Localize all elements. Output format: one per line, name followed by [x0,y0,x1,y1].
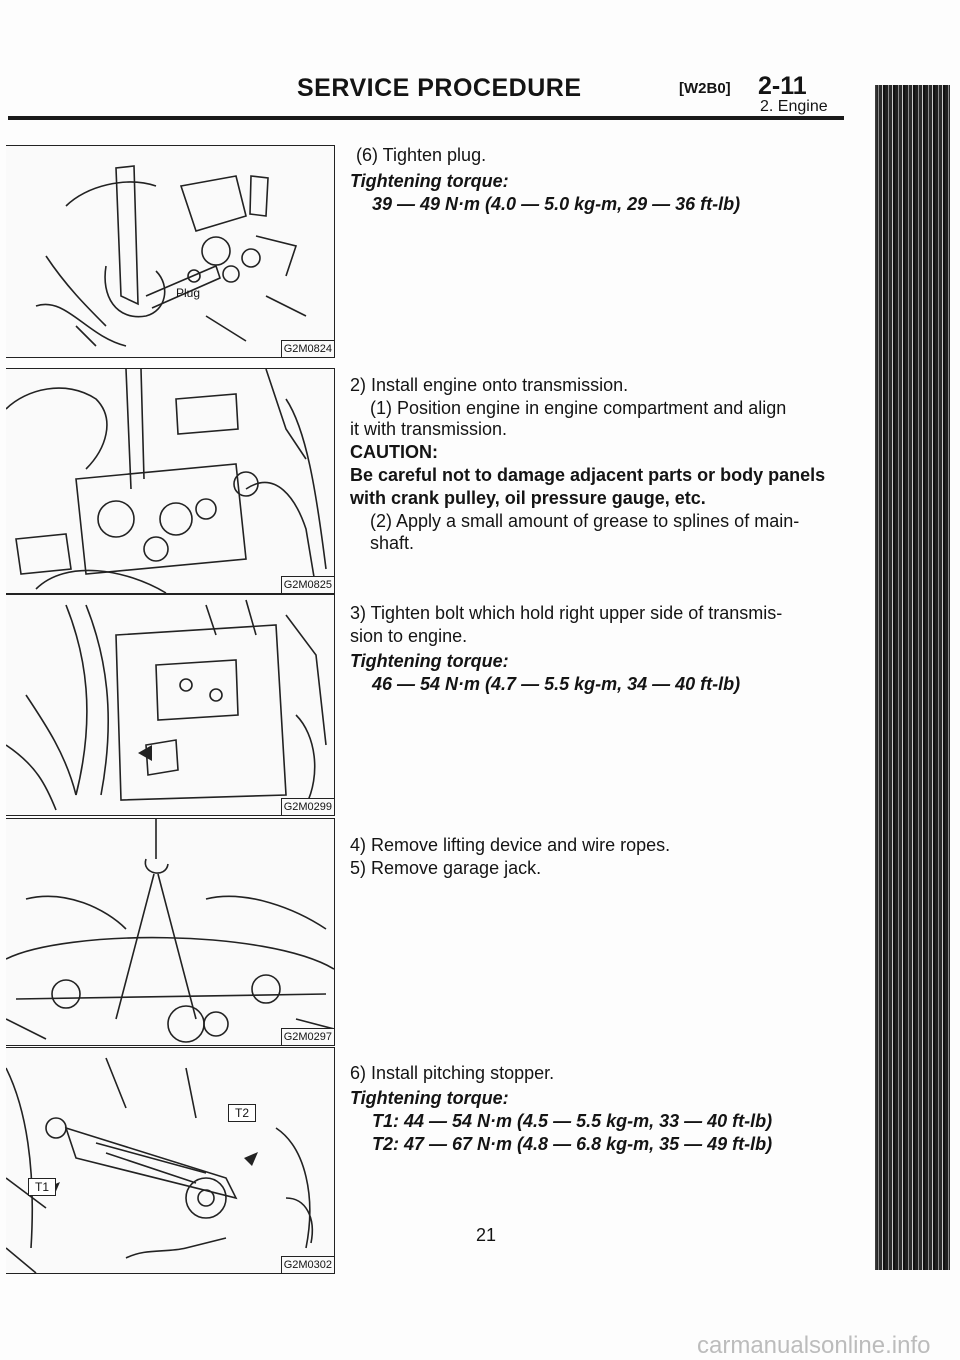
step-tighten-bolt-cont: sion to engine. [350,626,468,646]
torque-label: Tightening torque: [350,171,509,191]
lifting-device-illustration [6,819,334,1045]
page-title: SERVICE PROCEDURE [297,74,582,102]
plug-illustration [6,146,334,357]
section-name: 2. Engine [760,98,828,115]
caution-text: Be careful not to damage adjacent parts or body panels [350,465,826,485]
torque-label: Tightening torque: [350,1088,509,1108]
figure-transmission-bolt [6,594,335,816]
figure-engine-install [6,368,335,594]
figure-lifting-device [6,818,335,1046]
scan-binding-edge [875,85,950,1270]
figure-pitching-stopper [6,1047,335,1274]
substep-position-engine-cont: it with transmission. [350,419,508,439]
figure-id: G2M0302 [281,1256,334,1273]
figure-label-t2: T2 [228,1104,256,1122]
caution-label: CAUTION: [350,442,438,462]
step-tighten-bolt: 3) Tighten bolt which hold right upper side of transmis- [350,603,783,623]
figure-plug [6,145,335,358]
torque-value-t2: T2: 47 — 67 N·m (4.8 — 6.8 kg-m, 35 — 49 ft-lb) [372,1134,773,1154]
scan-edge-fade [860,85,878,1270]
transmission-bolt-illustration [6,595,334,815]
step-remove-lifting-device: 4) Remove lifting device and wire ropes. [350,835,671,855]
header-rule [8,116,844,120]
substep-apply-grease: (2) Apply a small amount of grease to splines of main- [370,511,800,531]
pitching-stopper-illustration [6,1048,334,1273]
page-number: 21 [476,1225,497,1245]
substep-apply-grease-cont: shaft. [370,533,415,553]
engine-install-illustration [6,369,334,593]
step-install-pitching-stopper: 6) Install pitching stopper. [350,1063,555,1083]
step-tighten-plug: (6) Tighten plug. [356,145,487,165]
caution-text-cont: with crank pulley, oil pressure gauge, etc. [350,488,706,508]
figure-label-t1: T1 [28,1178,56,1196]
step-install-engine: 2) Install engine onto transmission. [350,375,629,395]
page-reference: 2-11 [758,72,807,100]
figure-id: G2M0297 [281,1028,334,1045]
section-code: [W2B0] [679,80,731,97]
step-remove-garage-jack: 5) Remove garage jack. [350,858,542,878]
substep-position-engine: (1) Position engine in engine compartment and align [370,398,787,418]
figure-id: G2M0824 [281,340,334,357]
torque-value-t1: T1: 44 — 54 N·m (4.5 — 5.5 kg-m, 33 — 40 ft-lb) [372,1111,773,1131]
figure-label-plug: Plug [176,286,201,300]
torque-value: 46 — 54 N·m (4.7 — 5.5 kg-m, 34 — 40 ft-lb) [372,674,741,694]
torque-value: 39 — 49 N·m (4.0 — 5.0 kg-m, 29 — 36 ft-lb) [372,194,741,214]
watermark: carmanualsonline.info [697,1332,931,1359]
figure-id: G2M0299 [281,798,334,815]
torque-label: Tightening torque: [350,651,509,671]
figure-id: G2M0825 [281,576,334,593]
